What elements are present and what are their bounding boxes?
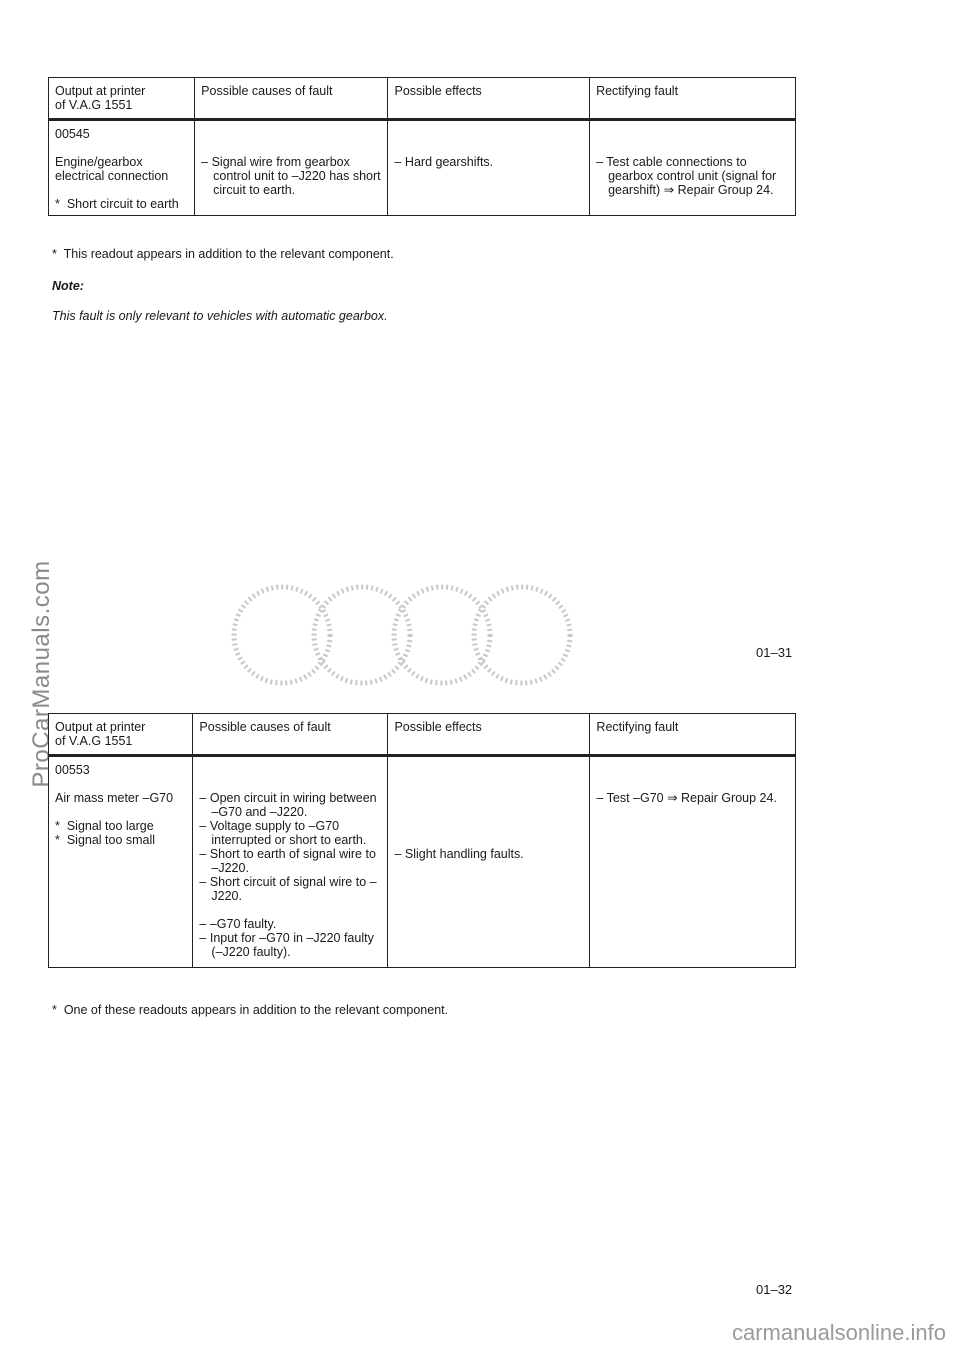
cause-item: – Short to earth of signal wire to –J220.: [199, 847, 376, 875]
fault-effect: – Hard gearshifts.: [388, 151, 590, 216]
footnote-2: * One of these readouts appears in addition to the relevant component.: [52, 1003, 449, 1017]
fault-code: 00553: [49, 756, 193, 788]
footnote-1: * This readout appears in addition to the relevant component.: [52, 247, 394, 261]
cause-item: – Short circuit of signal wire to –J220.: [199, 875, 377, 903]
header-rectifying: Rectifying fault: [590, 78, 796, 120]
header-effects: Possible effects: [388, 714, 590, 756]
cause-item: – Input for –G70 in –J220 faulty (–J220 faulty).: [199, 931, 374, 959]
fault-fix: – Test cable connections to gearbox control unit (signal for gearshift) ⇒ Repair Group 24.: [590, 151, 796, 216]
side-watermark: ProCarManuals.com: [28, 560, 55, 788]
fault-effect: – Slight handling faults.: [388, 787, 590, 968]
header-effects: Possible effects: [388, 78, 590, 120]
note-text: This fault is only relevant to vehicles with automatic gearbox.: [52, 309, 388, 323]
header-causes: Possible causes of fault: [193, 714, 388, 756]
page-number-2: 01–32: [756, 1282, 793, 1297]
fault-component: Air mass meter –G70 * Signal too large * Signal too small: [49, 787, 193, 968]
cause-item: – Voltage supply to –G70 interrupted or short to earth.: [199, 819, 367, 847]
fault-causes: [193, 787, 388, 968]
fault-code: 00545: [49, 120, 195, 152]
fault-cause: – Signal wire from gearbox control unit to –J220 has short circuit to earth.: [195, 151, 388, 216]
header-output: Output at printer of V.A.G 1551: [49, 78, 195, 120]
page-number-1: 01–31: [756, 645, 793, 660]
fault-table-00553: [48, 713, 796, 968]
header-output: Output at printer of V.A.G 1551: [49, 714, 193, 756]
rings-icon: [222, 580, 582, 690]
header-rectifying: Rectifying fault: [590, 714, 796, 756]
fault-component: Engine/gearbox electrical connection * Short circuit to earth: [49, 151, 195, 216]
fault-table-00545: [48, 77, 796, 216]
note-label: Note:: [52, 279, 84, 293]
cause-item: – –G70 faulty.: [199, 917, 277, 931]
header-causes: Possible causes of fault: [195, 78, 388, 120]
cause-item: – Open circuit in wiring between –G70 and –J220.: [199, 791, 377, 819]
fault-fix: – Test –G70 ⇒ Repair Group 24.: [590, 787, 796, 968]
footer-watermark: carmanualsonline.info: [731, 1320, 946, 1345]
audi-rings-watermark: [222, 580, 582, 690]
